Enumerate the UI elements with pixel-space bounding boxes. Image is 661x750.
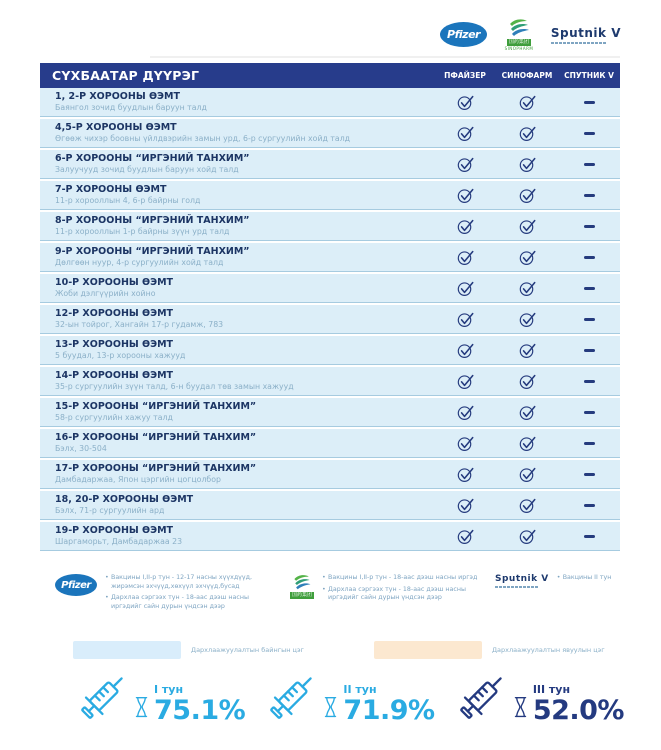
sputnik-dash-icon <box>558 373 620 390</box>
pfizer-check-icon <box>434 528 496 545</box>
pfizer-check-icon <box>434 435 496 452</box>
sputnik-dash-icon <box>558 218 620 235</box>
pfizer-check-icon <box>434 249 496 266</box>
site-name: 13-Р ХОРООНЫ ӨЭМТ <box>55 339 174 350</box>
hourglass-icon <box>134 692 149 722</box>
site-name: 8-Р ХОРООНЫ “ИРГЭНИЙ ТАНХИМ” <box>55 215 250 226</box>
mobile-point-swatch <box>374 641 482 659</box>
sinopharm-check-icon <box>496 280 558 297</box>
site-info <box>55 308 434 330</box>
vaccine-logos-row <box>440 18 621 51</box>
table-row <box>40 367 620 396</box>
dose-stat <box>72 668 245 726</box>
sputnik-dash-icon <box>558 435 620 452</box>
sinopharm-logo <box>505 18 534 51</box>
pfizer-check-icon <box>434 466 496 483</box>
table-row <box>40 305 620 334</box>
pfizer-footnote <box>55 574 290 614</box>
availability-cells <box>434 497 620 514</box>
site-info <box>55 432 434 454</box>
table-row <box>40 398 620 427</box>
site-address: Жоби дэлгүүрийн хойно <box>55 289 156 298</box>
site-name: 19-Р ХОРООНЫ ӨЭМТ <box>55 525 174 536</box>
site-name: 6-Р ХОРООНЫ “ИРГЭНИЙ ТАНХИМ” <box>55 153 250 164</box>
pfizer-check-icon <box>434 280 496 297</box>
sputnik-logo-tagline <box>551 42 607 44</box>
sinopharm-check-icon <box>496 94 558 111</box>
dose-percentage: 71.9% <box>343 695 435 726</box>
site-name: 15-Р ХОРООНЫ “ИРГЭНИЙ ТАНХИМ” <box>55 401 257 412</box>
availability-cells <box>434 218 620 235</box>
availability-cells <box>434 528 620 545</box>
sputnik-dash-icon <box>558 187 620 204</box>
availability-cells <box>434 342 620 359</box>
availability-cells <box>434 435 620 452</box>
dose-label: III тун <box>532 683 571 696</box>
site-name: 16-Р ХОРООНЫ “ИРГЭНИЙ ТАНХИМ” <box>55 432 257 443</box>
dose-percentage: 52.0% <box>532 695 624 726</box>
pfizer-check-icon <box>434 497 496 514</box>
dose-label: II тун <box>343 683 377 696</box>
availability-cells <box>434 94 620 111</box>
point-type-legend <box>73 641 605 659</box>
availability-cells <box>434 311 620 328</box>
pfizer-check-icon <box>434 404 496 421</box>
footnote-item: • Вакцины I,II-р тун - 18-аас дээш насны иргэд <box>322 574 494 583</box>
pfizer-check-icon <box>434 125 496 142</box>
sinopharm-check-icon <box>496 435 558 452</box>
availability-cells <box>434 249 620 266</box>
site-address: 32-ын тойрог, Хангайн 17-р гудамж, 783 <box>55 320 224 329</box>
pfizer-check-icon <box>434 218 496 235</box>
pfizer-check-icon <box>434 311 496 328</box>
site-info <box>55 277 434 299</box>
divider <box>150 56 620 58</box>
sinopharm-wave-icon <box>291 574 313 591</box>
sputnik-dash-icon <box>558 94 620 111</box>
site-address: Бэлх, 30-504 <box>55 444 107 453</box>
hourglass-icon <box>513 692 528 722</box>
footnotes <box>55 574 621 614</box>
sputnik-logo-text: Sputnik V <box>550 25 621 40</box>
site-info <box>55 339 434 361</box>
table-row <box>40 460 620 489</box>
sinopharm-footnote <box>290 574 495 614</box>
sputnik-logo <box>551 26 621 44</box>
table-row <box>40 88 620 117</box>
table-row <box>40 119 620 148</box>
sites-table <box>40 88 620 553</box>
pfizer-logo-text: Pfizer <box>61 579 91 591</box>
site-address: 11-р хорооллын 4, 6-р байрны голд <box>55 196 201 205</box>
sinopharm-wave-icon <box>506 18 532 38</box>
sinopharm-check-icon <box>496 373 558 390</box>
syringe-icon <box>261 668 323 726</box>
site-name: 1, 2-Р ХОРООНЫ ӨЭМТ <box>55 91 180 102</box>
sinopharm-check-icon <box>496 528 558 545</box>
column-sputnik: СПУТНИК V <box>564 71 614 80</box>
site-address: 11-р хорооллын 1-р байрны зүүн урд талд <box>55 227 230 236</box>
table-row <box>40 491 620 520</box>
footnote-item: • Дархлаа сэргээх тун - 18-аас дээш насны иргэдийг сайн дурын үндсэн дээр <box>105 594 277 611</box>
footnote-item: • Вакцины II тун <box>557 574 621 583</box>
site-info <box>55 525 434 547</box>
hourglass-icon <box>323 692 338 722</box>
site-name: 7-Р ХОРООНЫ ӨЭМТ <box>55 184 167 195</box>
site-address: 5 буудал, 13-р хорооны хажууд <box>55 351 186 360</box>
sputnik-dash-icon <box>558 497 620 514</box>
pfizer-footnote-list <box>105 574 277 614</box>
sinopharm-check-icon <box>496 187 558 204</box>
table-row <box>40 274 620 303</box>
sputnik-footnote-list <box>557 574 621 586</box>
site-info <box>55 122 434 144</box>
site-info <box>55 246 434 268</box>
pfizer-logo-text: Pfizer <box>447 28 480 41</box>
site-name: 10-Р ХОРООНЫ ӨЭМТ <box>55 277 174 288</box>
dose-percentage: 75.1% <box>154 695 246 726</box>
stat-text <box>343 684 434 726</box>
site-info <box>55 401 434 423</box>
table-row <box>40 243 620 272</box>
availability-cells <box>434 373 620 390</box>
syringe-icon <box>72 668 134 726</box>
column-sinopharm: СИНОФАРМ <box>501 71 553 80</box>
column-pfizer: ПФАЙЗЕР <box>444 71 486 80</box>
permanent-point-label: Дархлаажуулалтын байнгын цэг <box>191 646 304 654</box>
site-address: Бэлх, 71-р сургуулийн ард <box>55 506 165 515</box>
site-info <box>55 370 434 392</box>
district-title: СҮХБААТАР ДҮҮРЭГ <box>52 68 200 83</box>
dose-label: I тун <box>154 683 184 696</box>
table-row <box>40 150 620 179</box>
sinopharm-footnote-list <box>322 574 494 606</box>
sputnik-logo-text: Sputnik V <box>495 574 549 584</box>
syringe-icon <box>451 668 513 726</box>
sinopharm-check-icon <box>496 125 558 142</box>
footnote-item: • Вакцины I,II-р тун - 12-17 насны хүүхдүүд, жирэмсэн эхчүүд,хөхүүл эхчүүд,бусад <box>105 574 277 591</box>
table-row <box>40 181 620 210</box>
table-row <box>40 212 620 241</box>
sinopharm-check-icon <box>496 404 558 421</box>
site-address: Дамбадаржаа, Япон цэргийн цогцолбор <box>55 475 221 484</box>
site-name: 17-Р ХОРООНЫ “ИРГЭНИЙ ТАНХИМ” <box>55 463 257 474</box>
availability-cells <box>434 187 620 204</box>
sputnik-dash-icon <box>558 528 620 545</box>
sputnik-dash-icon <box>558 280 620 297</box>
stat-text <box>533 684 624 726</box>
availability-cells <box>434 404 620 421</box>
sputnik-dash-icon <box>558 249 620 266</box>
site-address: Баянгол зочид буудлын баруун талд <box>55 103 207 112</box>
mobile-point-label: Дархлаажуулалтын явуулын цэг <box>491 646 605 654</box>
table-row <box>40 429 620 458</box>
sinopharm-check-icon <box>496 342 558 359</box>
pfizer-check-icon <box>434 156 496 173</box>
sinopharm-cn-text: 国药集团 <box>508 39 529 45</box>
site-address: Өгөөж чихэр боовны үйлдвэрийн замын урд, 6-р сургуулийн хойд талд <box>55 134 351 143</box>
header-columns <box>434 71 620 80</box>
pfizer-check-icon <box>434 373 496 390</box>
site-name: 9-Р ХОРООНЫ “ИРГЭНИЙ ТАНХИМ” <box>55 246 250 257</box>
sinopharm-check-icon <box>496 156 558 173</box>
site-info <box>55 153 434 175</box>
sputnik-logo-small <box>495 574 549 588</box>
sputnik-dash-icon <box>558 125 620 142</box>
site-info <box>55 91 434 113</box>
sinopharm-check-icon <box>496 311 558 328</box>
dose-stat <box>451 668 624 726</box>
site-info <box>55 494 434 516</box>
table-header-bar <box>40 63 620 88</box>
site-name: 12-Р ХОРООНЫ ӨЭМТ <box>55 308 174 319</box>
sinopharm-check-icon <box>496 466 558 483</box>
sinopharm-en-text: SINOPHARM <box>504 46 534 51</box>
site-address: 35-р сургуулийн зүүн талд, 6-н буудал төв замын хажууд <box>55 382 294 391</box>
availability-cells <box>434 125 620 142</box>
pfizer-check-icon <box>434 94 496 111</box>
sputnik-dash-icon <box>558 156 620 173</box>
pfizer-check-icon <box>434 342 496 359</box>
pfizer-logo <box>440 22 487 47</box>
stat-text <box>154 684 245 726</box>
site-address: Залуучууд зочид буудлын баруун хойд талд <box>55 165 239 174</box>
dose-stat <box>261 668 434 726</box>
table-row <box>40 522 620 551</box>
pfizer-check-icon <box>434 187 496 204</box>
site-name: 18, 20-Р ХОРООНЫ ӨЭМТ <box>55 494 194 505</box>
sputnik-footnote <box>495 574 621 614</box>
site-info <box>55 184 434 206</box>
footnote-item: • Дархлаа сэргээх тун - 18-аас дээш насны иргэдийг сайн дурын үндсэн дээр <box>322 586 494 603</box>
dose-coverage-stats <box>72 668 624 726</box>
permanent-point-swatch <box>73 641 181 659</box>
table-row <box>40 336 620 365</box>
sputnik-dash-icon <box>558 466 620 483</box>
availability-cells <box>434 466 620 483</box>
availability-cells <box>434 280 620 297</box>
sputnik-dash-icon <box>558 404 620 421</box>
sputnik-logo-tagline <box>495 586 539 588</box>
site-address: Дөлгөөн нуур, 4-р сургуулийн хойд талд <box>55 258 224 267</box>
site-name: 14-Р ХОРООНЫ ӨЭМТ <box>55 370 174 381</box>
sinopharm-check-icon <box>496 218 558 235</box>
sputnik-dash-icon <box>558 342 620 359</box>
availability-cells <box>434 156 620 173</box>
site-name: 4,5-Р ХОРООНЫ ӨЭМТ <box>55 122 177 133</box>
site-info <box>55 463 434 485</box>
site-info <box>55 215 434 237</box>
sinopharm-check-icon <box>496 497 558 514</box>
site-address: 58-р сургуулийн хажуу талд <box>55 413 173 422</box>
sinopharm-logo-small <box>290 574 314 599</box>
pfizer-logo-small <box>55 574 97 596</box>
sinopharm-cn-text: 国药集团 <box>292 592 313 598</box>
site-address: Шаргаморьт, Дамбадаржаа 23 <box>55 537 183 546</box>
sinopharm-check-icon <box>496 249 558 266</box>
sputnik-dash-icon <box>558 311 620 328</box>
